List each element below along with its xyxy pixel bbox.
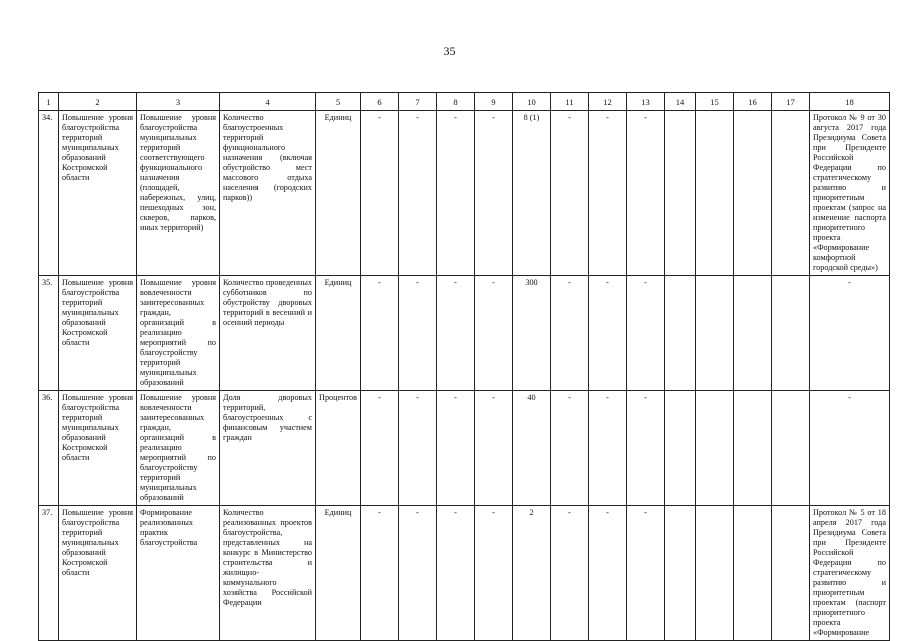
basis-cell: Протокол № 5 от 18 апреля 2017 года Президиума Совета при Президенте Российской Федерации по стратегическому развитию и приоритетным проектам (паспорт приоритетного проекта «Формирование	[810, 506, 890, 641]
value-cell: -	[437, 276, 475, 391]
value-cell: -	[475, 276, 513, 391]
value-cell	[696, 506, 734, 641]
value-cell: -	[361, 391, 399, 506]
value-cell: -	[361, 276, 399, 391]
value-cell: -	[589, 506, 627, 641]
column-number: 8	[437, 93, 475, 111]
value-cell	[772, 391, 810, 506]
goal-cell: Повышение уровня благоустройства территорий муниципальных образований Костромской области	[59, 391, 137, 506]
value-cell	[772, 276, 810, 391]
value-cell: -	[361, 111, 399, 276]
row-number: 35.	[39, 276, 59, 391]
header-row	[39, 93, 890, 111]
task-cell: Формирование реализованных практик благоустройства	[137, 506, 220, 641]
column-number: 14	[665, 93, 696, 111]
value-cell: -	[361, 506, 399, 641]
indicator-cell: Количество реализованных проектов благоустройства, представленных на конкурс в Министерство строительства и жилищно-коммунального хозяйства Российской Федерации	[220, 506, 316, 641]
value-cell: -	[437, 111, 475, 276]
value-cell: -	[399, 111, 437, 276]
value-cell: -	[589, 391, 627, 506]
value-cell	[772, 111, 810, 276]
column-number: 18	[810, 93, 890, 111]
value-cell: -	[589, 276, 627, 391]
table-row	[39, 391, 890, 506]
value-cell	[734, 506, 772, 641]
column-number: 9	[475, 93, 513, 111]
basis-cell: -	[810, 276, 890, 391]
indicator-cell: Количество проведенных субботников по обустройству дворовых территорий в весенний и осенний периоды	[220, 276, 316, 391]
unit-cell: Единиц	[316, 506, 361, 641]
value-cell: 300	[513, 276, 551, 391]
value-cell	[772, 506, 810, 641]
value-cell: -	[551, 391, 589, 506]
value-cell	[665, 276, 696, 391]
goal-cell: Повышение уровня благоустройства территорий муниципальных образований Костромской области	[59, 506, 137, 641]
value-cell	[696, 391, 734, 506]
table-row	[39, 506, 890, 641]
row-number: 34.	[39, 111, 59, 276]
value-cell: -	[399, 506, 437, 641]
value-cell: -	[551, 111, 589, 276]
table-row	[39, 111, 890, 276]
column-number: 3	[137, 93, 220, 111]
column-number: 5	[316, 93, 361, 111]
value-cell	[734, 391, 772, 506]
column-number: 13	[627, 93, 665, 111]
column-number: 2	[59, 93, 137, 111]
value-cell: -	[627, 276, 665, 391]
value-cell: 2	[513, 506, 551, 641]
column-number: 10	[513, 93, 551, 111]
basis-cell: Протокол № 9 от 30 августа 2017 года Президиума Совета при Президенте Российской Федерации по стратегическому развитию и приоритетным проектам (запрос на изменение паспорта приоритетного проекта «Формирование комфортной городской среды»)	[810, 111, 890, 276]
value-cell: 40	[513, 391, 551, 506]
value-cell: -	[627, 506, 665, 641]
page-number: 35	[443, 44, 456, 58]
row-number: 36.	[39, 391, 59, 506]
column-number: 4	[220, 93, 316, 111]
value-cell: -	[551, 276, 589, 391]
column-number: 1	[39, 93, 59, 111]
value-cell: -	[437, 391, 475, 506]
column-number: 12	[589, 93, 627, 111]
value-cell: -	[475, 111, 513, 276]
value-cell: -	[589, 111, 627, 276]
value-cell	[665, 111, 696, 276]
value-cell	[734, 276, 772, 391]
value-cell	[734, 111, 772, 276]
column-number: 16	[734, 93, 772, 111]
unit-cell: Процентов	[316, 391, 361, 506]
indicators-table	[38, 92, 890, 641]
table-row	[39, 276, 890, 391]
row-number: 37.	[39, 506, 59, 641]
goal-cell: Повышение уровня благоустройства территорий муниципальных образований Костромской области	[59, 111, 137, 276]
value-cell: -	[437, 506, 475, 641]
task-cell: Повышение уровня вовлеченности заинтересованных граждан, организаций в реализацию мероприятий по благоустройству территорий муниципальных образований	[137, 276, 220, 391]
value-cell: -	[627, 391, 665, 506]
value-cell: -	[475, 506, 513, 641]
value-cell: -	[399, 276, 437, 391]
value-cell: -	[627, 111, 665, 276]
value-cell	[696, 276, 734, 391]
unit-cell: Единиц	[316, 111, 361, 276]
value-cell: -	[399, 391, 437, 506]
value-cell	[665, 391, 696, 506]
value-cell	[665, 506, 696, 641]
indicator-cell: Доля дворовых территорий, благоустроенных с финансовым участием граждан	[220, 391, 316, 506]
value-cell	[696, 111, 734, 276]
column-number: 17	[772, 93, 810, 111]
value-cell: -	[475, 391, 513, 506]
task-cell: Повышение уровня вовлеченности заинтересованных граждан, организаций в реализацию мероприятий по благоустройству территорий муниципальных образований	[137, 391, 220, 506]
basis-cell: -	[810, 391, 890, 506]
column-number: 15	[696, 93, 734, 111]
column-number: 11	[551, 93, 589, 111]
value-cell: -	[551, 506, 589, 641]
indicator-cell: Количество благоустроенных территорий функционального назначения (включая обустройство мест массового отдыха населения (городских парков))	[220, 111, 316, 276]
value-cell: 8 (1)	[513, 111, 551, 276]
column-number: 7	[399, 93, 437, 111]
column-number: 6	[361, 93, 399, 111]
task-cell: Повышение уровня благоустройства муниципальных территорий соответствующего функционального назначения (площадей, набережных, улиц, пешеходных зон, скверов, парков, иных территорий)	[137, 111, 220, 276]
goal-cell: Повышение уровня благоустройства территорий муниципальных образований Костромской области	[59, 276, 137, 391]
unit-cell: Единиц	[316, 276, 361, 391]
